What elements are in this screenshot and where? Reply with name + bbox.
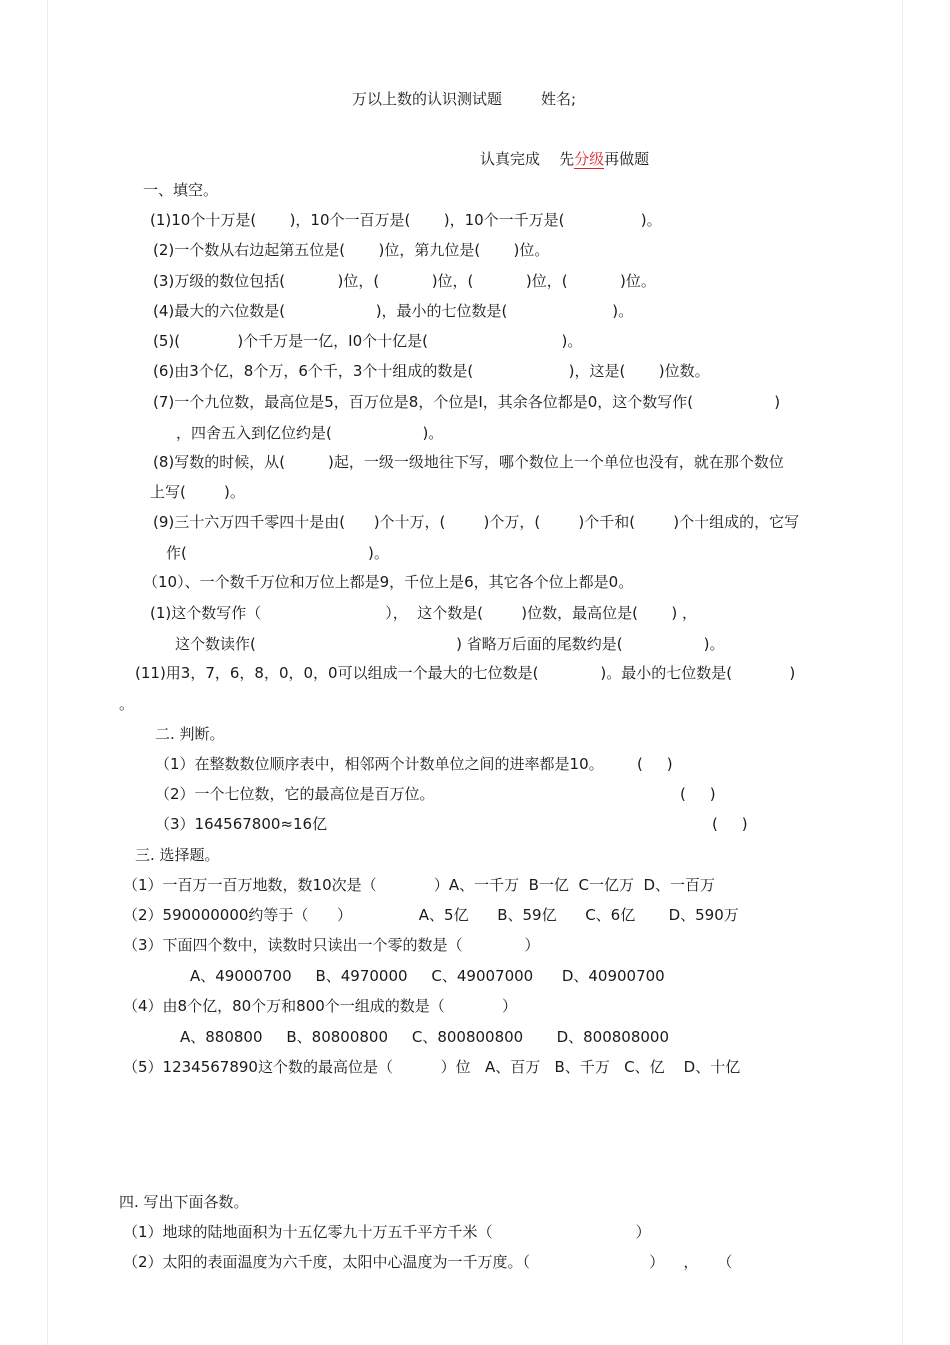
name-label: 姓名; — [541, 90, 577, 108]
fill-item-11: (11)用3，7，6，8，0，0，0可以组成一个最大的七位数是( )。最小的七位数是( ) — [135, 664, 796, 682]
page-left-edge — [47, 0, 48, 1345]
choice-item-5: （5）1234567890这个数的最高位是（ ）位 A、百万 B、千万 C、亿 D、十亿 — [123, 1058, 741, 1076]
choice-item-3-options: A、49000700 B、4970000 C、49007000 D、40900700 — [190, 967, 665, 985]
fill-item-8-cont: 上写( )。 — [150, 483, 245, 501]
fill-item-3: (3)万级的数位包括( )位，( )位，( )位，( )位。 — [153, 272, 656, 290]
fill-item-10-2: 这个数读作( ) 省略万后面的尾数约是( )。 — [175, 635, 725, 653]
motto-part-2: 再做题 — [604, 150, 650, 168]
choice-item-2: （2）590000000约等于（ ） A、5亿 B、59亿 C、6亿 D、590万 — [123, 906, 739, 924]
fill-item-1: (1)10个十万是( )，10个一百万是( )，10个一千万是( )。 — [150, 211, 662, 229]
fill-item-10-1: (1)这个数写作（ ）， 这个数是( )位数，最高位是( ) ， — [150, 604, 697, 622]
motto-highlight: 分级 — [574, 150, 605, 168]
fill-item-5: (5)( )个千万是一亿，I0个十亿是( )。 — [153, 332, 583, 350]
write-item-2: （2）太阳的表面温度为六千度，太阳中心温度为一千万度。（ ） ， （ — [123, 1253, 733, 1271]
judge-item-3-blank: ( ) — [712, 815, 748, 833]
page-right-edge — [902, 0, 903, 1345]
judge-item-2-blank: ( ) — [680, 785, 716, 803]
fill-item-9-cont: 作( )。 — [166, 544, 389, 562]
choice-item-3: （3）下面四个数中，读数时只读出一个零的数是（ ） — [123, 936, 540, 954]
fill-item-11-cont: 。 — [119, 695, 135, 713]
fill-item-10: （10）、一个数千万位和万位上都是9，千位上是6，其它各个位上都是0。 — [143, 573, 634, 591]
fill-item-7: (7)一个九位数，最高位是5，百万位是8，个位是I，其余各位都是0，这个数写作( ) — [153, 393, 781, 411]
fill-item-8: (8)写数的时候，从( )起，一级一级地往下写，哪个数位上一个单位也没有，就在那个数位 — [153, 453, 784, 471]
fill-item-7-cont: ，四舍五入到亿位约是( )。 — [176, 424, 444, 442]
section-2-heading: 二. 判断。 — [155, 725, 225, 743]
section-1-heading: 一、填空。 — [143, 181, 219, 199]
fill-item-2: (2)一个数从右边起第五位是( )位，第九位是( )位。 — [153, 241, 550, 259]
choice-item-1: （1）一百万一百万地数，数10次是（ ）A、一千万 B一亿 C一亿万 D、一百万 — [123, 876, 716, 894]
section-3-heading: 三. 选择题。 — [135, 846, 220, 864]
page-title: 万以上数的认识测试题 — [352, 90, 503, 108]
section-4-heading: 四. 写出下面各数。 — [119, 1193, 249, 1211]
choice-item-4-options: A、880800 B、80800800 C、800800800 D、800808000 — [180, 1028, 670, 1046]
fill-item-4: (4)最大的六位数是( )，最小的七位数是( )。 — [153, 302, 634, 320]
fill-item-6: (6)由3个亿，8个万，6个千，3个十组成的数是( )，这是( )位数。 — [153, 362, 710, 380]
motto — [480, 149, 649, 169]
choice-item-4: （4）由8个亿，80个万和800个一组成的数是（ ） — [123, 997, 518, 1015]
judge-item-1: （1）在整数数位顺序表中，相邻两个计数单位之间的进率都是10。 ( ) — [155, 755, 673, 773]
judge-item-3: （3）164567800≈16亿 — [155, 815, 328, 833]
write-item-1: （1）地球的陆地面积为十五亿零九十万五千平方千米（ ） — [123, 1223, 651, 1241]
fill-item-9: (9)三十六万四千零四十是由( )个十万，( )个万，( )个千和( )个十组成的，它写 — [153, 513, 800, 531]
judge-item-2: （2）一个七位数，它的最高位是百万位。 — [155, 785, 435, 803]
motto-part-1: 认真完成 先 — [480, 150, 575, 168]
